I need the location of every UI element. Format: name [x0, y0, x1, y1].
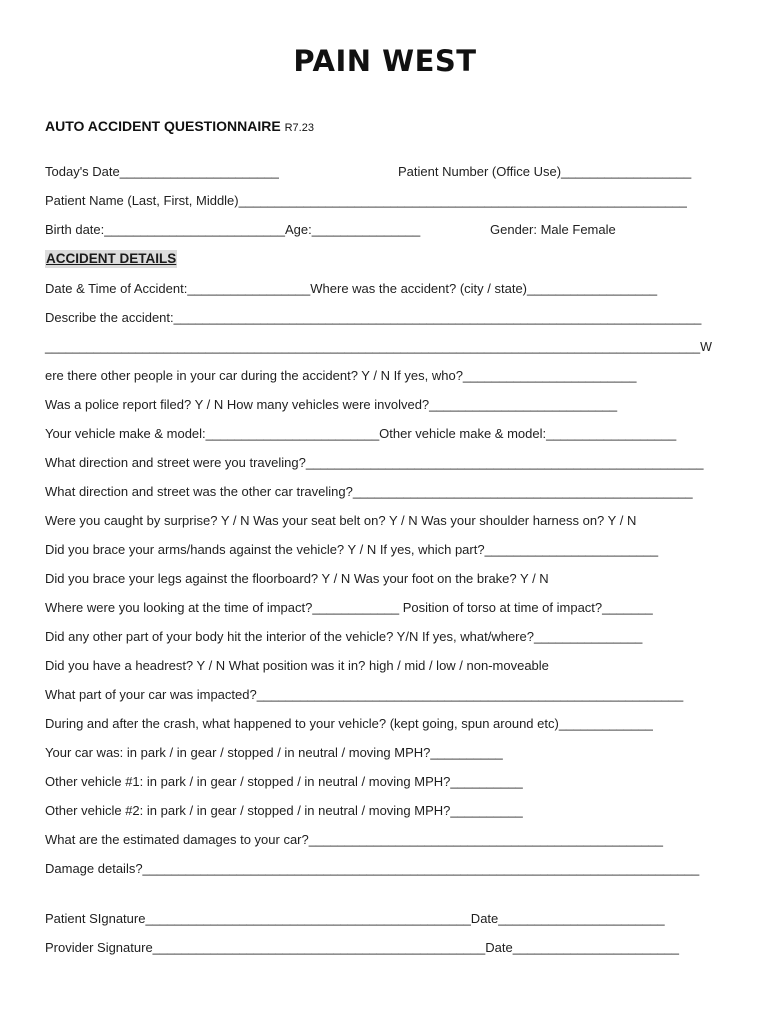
vehicle-make-model-field[interactable]: Your vehicle make & model:________________________Other vehicle make & model:__________________: [45, 426, 677, 441]
patient-number-field[interactable]: Patient Number (Office Use)__________________: [398, 164, 692, 179]
todays-date-field[interactable]: Today's Date______________________: [45, 164, 279, 179]
car-impacted-part-field[interactable]: What part of your car was impacted?___________________________________________________________: [45, 687, 684, 702]
other-people-in-car-question[interactable]: ere there other people in your car during the accident? Y / N If yes, who?________________________: [45, 368, 637, 383]
form-revision: R7.23: [284, 122, 314, 134]
your-car-status-field[interactable]: Your car was: in park / in gear / stopped / in neutral / moving MPH?__________: [45, 745, 503, 760]
estimated-damages-field[interactable]: What are the estimated damages to your car?_________________________________________________: [45, 832, 664, 847]
brace-arms-question[interactable]: Did you brace your arms/hands against the vehicle? Y / N If yes, which part?________________________: [45, 542, 659, 557]
form-title: [45, 118, 314, 134]
form-title-text: AUTO ACCIDENT QUESTIONNAIRE: [45, 118, 281, 134]
patient-signature-field[interactable]: Patient SIgnature_____________________________________________Date_______________________: [45, 911, 665, 926]
accident-date-location-field[interactable]: Date & Time of Accident:_________________Where was the accident? (city / state)__________________: [45, 281, 658, 296]
other-vehicle-1-status-field[interactable]: Other vehicle #1: in park / in gear / stopped / in neutral / moving MPH?__________: [45, 774, 523, 789]
damage-details-field[interactable]: Damage details?_____________________________________________________________________________: [45, 861, 700, 876]
brace-legs-brake-question[interactable]: Did you brace your legs against the floorboard? Y / N Was your foot on the brake? Y / N: [45, 571, 549, 586]
describe-accident-field[interactable]: Describe the accident:_________________________________________________________________________: [45, 310, 702, 325]
looking-torso-position-field[interactable]: Where were you looking at the time of impact?____________ Position of torso at time of impact?_______: [45, 600, 653, 615]
your-direction-street-field[interactable]: What direction and street were you traveling?_______________________________________________________: [45, 455, 704, 470]
birth-date-age-field[interactable]: Birth date:_________________________Age:_______________: [45, 222, 421, 237]
surprise-seatbelt-harness-question[interactable]: Were you caught by surprise? Y / N Was your seat belt on? Y / N Was your shoulder harness on? Y / N: [45, 513, 637, 528]
provider-signature-field[interactable]: Provider Signature______________________________________________Date_______________________: [45, 940, 679, 955]
describe-accident-continuation-line[interactable]: ______________________________________________________________________________________________W: [45, 339, 712, 354]
other-car-direction-field[interactable]: What direction and street was the other car traveling?_______________________________________________: [45, 484, 693, 499]
vehicle-after-crash-field[interactable]: During and after the crash, what happened to your vehicle? (kept going, spun around etc)_____________: [45, 716, 653, 731]
patient-name-field[interactable]: Patient Name (Last, First, Middle)______________________________________________________________: [45, 193, 687, 208]
pain-west-logo: PAIN WEST: [293, 44, 477, 78]
accident-details-heading: ACCIDENT DETAILS: [46, 251, 177, 266]
police-report-question[interactable]: Was a police report filed? Y / N How many vehicles were involved?__________________________: [45, 397, 618, 412]
other-vehicle-2-status-field[interactable]: Other vehicle #2: in park / in gear / stopped / in neutral / moving MPH?__________: [45, 803, 523, 818]
gender-options[interactable]: Gender: Male Female: [490, 222, 616, 237]
headrest-question[interactable]: Did you have a headrest? Y / N What position was it in? high / mid / low / non-moveable: [45, 658, 549, 673]
body-hit-interior-question[interactable]: Did any other part of your body hit the interior of the vehicle? Y/N If yes, what/where?_______________: [45, 629, 643, 644]
